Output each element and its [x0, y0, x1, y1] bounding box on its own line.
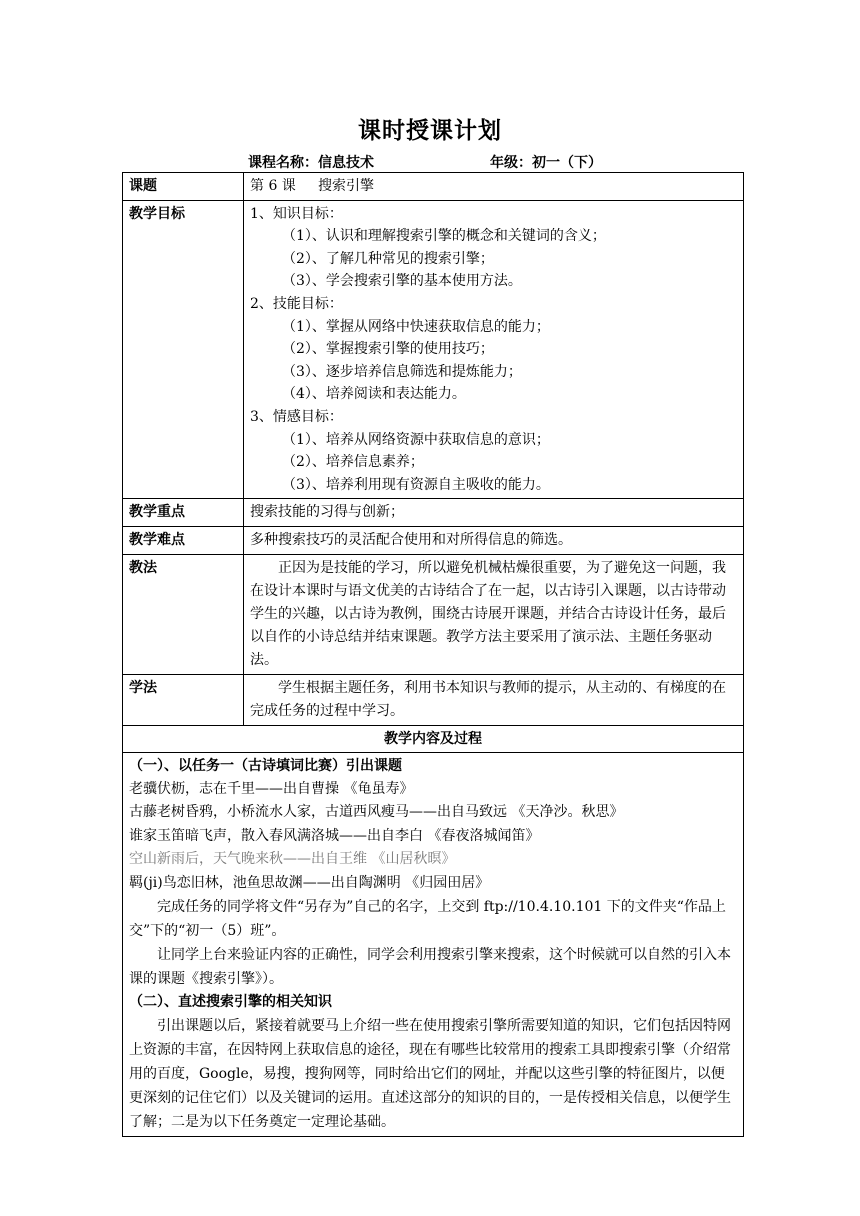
goals-value: [244, 200, 744, 499]
poem-line: 空山新雨后，天气晚来秋——出自王维 《山居秋暝》: [129, 851, 456, 868]
body-paragraph: 完成任务的同学将文件“另存为”自己的名字，上交到 ftp://10.4.10.101 下的文件夹“作品上交”下的“初一（5）班”。: [129, 899, 726, 940]
goal-line: （3）、培养利用现有资源自主吸收的能力。: [282, 476, 550, 493]
method-text: 正因为是技能的学习，所以避免机械枯燥很重要，为了避免这一问题，我在设计本课时与语文优美的古诗结合了在一起，以古诗引入课题，以古诗带动学生的兴趣，以古诗为教例，围绕古诗展开课题，并结合古诗设计任务，最后以自作的小诗总结并结束课题。教学方法主要采用了演示法、主题任务驱动法。: [250, 559, 726, 668]
goal-line: 3、情感目标：: [250, 408, 343, 425]
process-body: [123, 753, 744, 1137]
goal-line: （4）、培养阅读和表达能力。: [282, 386, 466, 403]
difficulties-value: 多种搜索技巧的灵活配合使用和对所得信息的筛选。: [244, 526, 744, 554]
poem-line: 老骥伏枥，志在千里——出自曹操 《龟虽寿》: [129, 780, 414, 797]
grade-value: 初一（下）: [532, 155, 602, 171]
key-points-label: 教学重点: [123, 499, 244, 527]
row-method: [123, 554, 744, 674]
study-text: 学生根据主题任务，利用书本知识与教师的提示，从主动的、有梯度的在完成任务的过程中学习。: [250, 679, 726, 719]
topic-text: 第 6 课 搜索引擎: [250, 178, 375, 194]
study-value: [244, 674, 744, 725]
key-points-value: 搜索技能的习得与创新；: [244, 499, 744, 527]
difficulties-label: 教学难点: [123, 526, 244, 554]
row-goals: [123, 200, 744, 499]
goal-line: （1）、认识和理解搜索引擎的概念和关键词的含义；: [282, 228, 606, 245]
row-key-points: [123, 499, 744, 527]
grade: [490, 152, 602, 172]
poem-line: 古藤老树昏鸦，小桥流水人家，古道西风瘦马——出自马致远 《天净沙。秋思》: [129, 804, 624, 821]
goal-line: 1、知识目标：: [250, 205, 343, 222]
process-header: 教学内容及过程: [123, 725, 744, 753]
page-title: 课时授课计划: [358, 118, 502, 144]
goals-label: 教学目标: [123, 200, 244, 499]
study-label: 学法: [123, 674, 244, 725]
poem-line: 谁家玉笛暗飞声，散入春风满洛城——出自李白 《春夜洛城闻笛》: [129, 827, 540, 844]
goal-line: （1）、掌握从网络中快速获取信息的能力；: [282, 318, 550, 335]
body-paragraph: 引出课题以后，紧接着就要马上介绍一些在使用搜索引擎所需要知道的知识，它们包括因特网上资源的丰富，在因特网上获取信息的途径，现在有哪些比较常用的搜索工具即搜索引擎（介绍常用的百度，Google，易搜，搜狗网等，同时给出它们的网址，并配以这些引擎的特征图片，以便更深刻的记住它们）以及关键词的运用。直述这部分的知识的目的，一是传授相关信息，以便学生了解；二是为以下任务奠定一定理论基础。: [129, 1017, 731, 1130]
course-name: [248, 152, 374, 172]
section2-title: （二）、直述搜索引擎的相关知识: [129, 994, 332, 1011]
body-paragraph: 让同学上台来验证内容的正确性，同学会利用搜索引擎来搜索，这个时候就可以自然的引入本课的课题《搜索引擎》）。: [129, 947, 731, 988]
course-value: 信息技术: [318, 155, 374, 171]
row-study: [123, 674, 744, 725]
goal-line: 2、技能目标：: [250, 295, 343, 312]
grade-label: 年级：: [490, 155, 532, 171]
poem-line: 羁(ji)鸟恋旧林，池鱼思故渊——出自陶渊明 《归园田居》: [129, 874, 490, 891]
row-difficulties: [123, 526, 744, 554]
goal-line: （3）、逐步培养信息筛选和提炼能力；: [282, 363, 522, 380]
row-process-body: [123, 753, 744, 1137]
course-label: 课程名称：: [248, 155, 318, 171]
goal-line: （2）、了解几种常见的搜索引擎；: [282, 250, 494, 267]
section1-title: （一）、以任务一（古诗填词比赛）引出课题: [129, 758, 402, 775]
method-label: 教法: [123, 554, 244, 674]
method-value: [244, 554, 744, 674]
row-topic: [123, 173, 744, 201]
topic-value: [244, 173, 744, 201]
topic-label: 课题: [123, 173, 244, 201]
row-process-header: [123, 725, 744, 753]
goal-line: （3）、学会搜索引擎的基本使用方法。: [282, 273, 522, 290]
goal-line: （2）、掌握搜索引擎的使用技巧；: [282, 341, 494, 358]
goal-line: （1）、培养从网络资源中获取信息的意识；: [282, 431, 550, 448]
lesson-plan-table: [122, 172, 744, 1137]
goal-line: （2）、培养信息素养；: [282, 454, 424, 471]
